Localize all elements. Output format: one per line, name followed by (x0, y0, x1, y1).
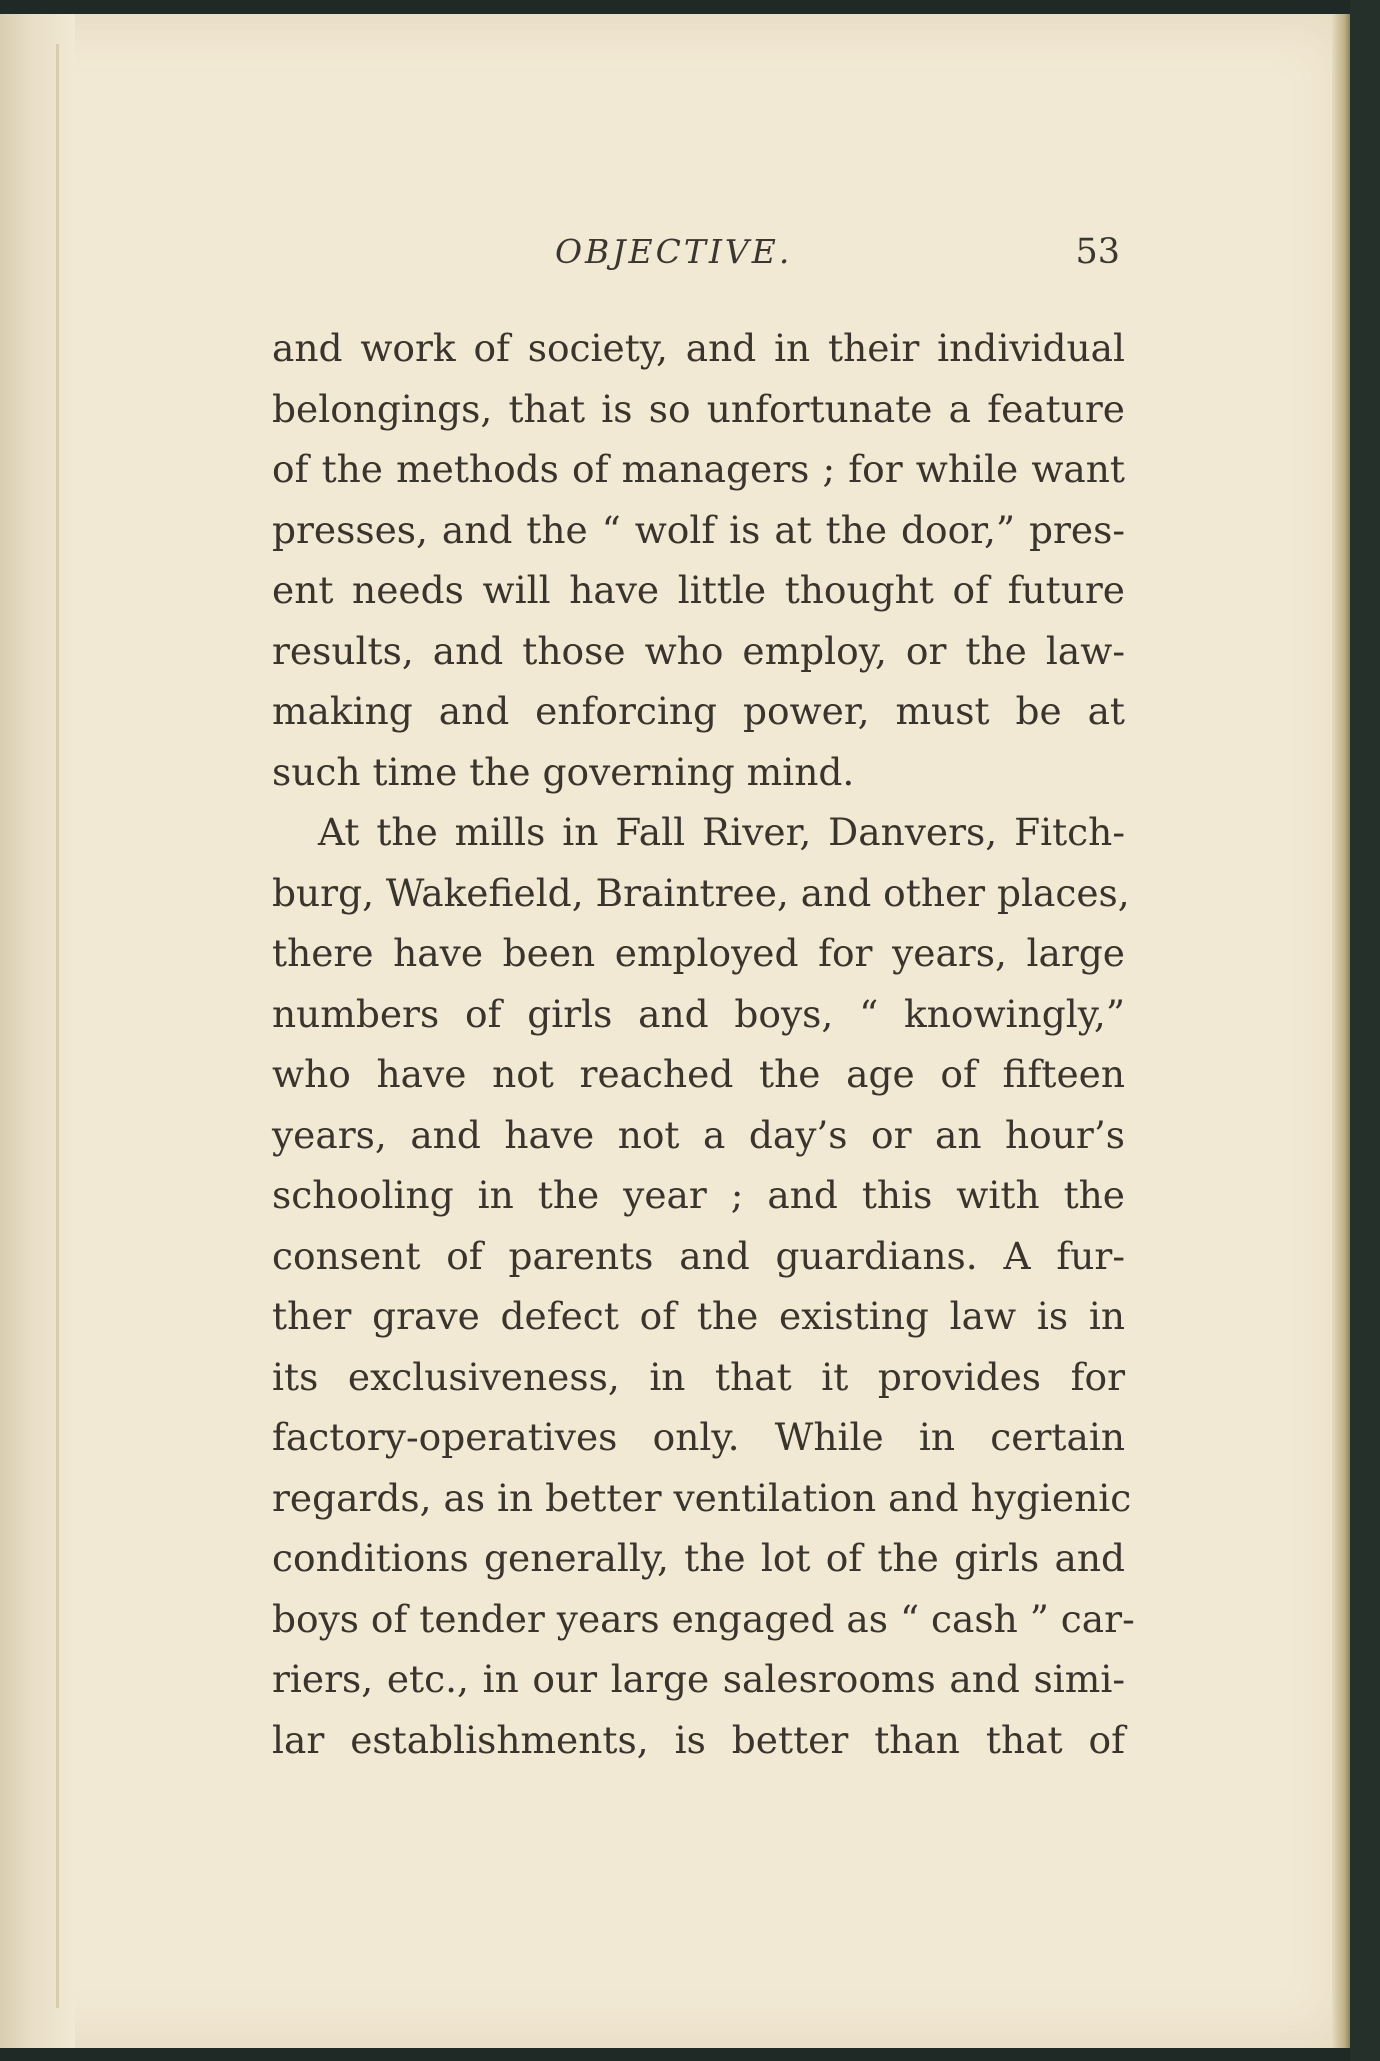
text-line: schooling in the year ; and this with the (272, 1173, 1125, 1217)
text-line: consent of parents and guardians. A fur- (272, 1233, 1125, 1278)
text-line: riers, etc., in our large salesrooms and simi- (272, 1657, 1125, 1701)
text-line: belongings, that is so unfortunate a feature (272, 386, 1125, 431)
book-cover-edge (1350, 0, 1380, 2061)
text-line: and work of society, and in their individual (272, 326, 1125, 370)
text-line: numbers of girls and boys, “ knowingly,” (272, 991, 1125, 1036)
text-line: ent needs will have little thought of future (272, 568, 1125, 612)
text-line: conditions generally, the lot of the girls and (272, 1536, 1125, 1580)
paragraph-2 (272, 802, 1135, 1770)
running-title: OBJECTIVE. (555, 232, 793, 271)
page-edge (1332, 14, 1350, 2048)
text-line: lar establishments, is better than that of (272, 1717, 1125, 1762)
page-number: 53 (1075, 232, 1120, 272)
text-line: its exclusiveness, in that it provides for (272, 1354, 1125, 1399)
text-line: presses, and the “ wolf is at the door,” pres- (272, 507, 1125, 552)
text-line: At the mills in Fall River, Danvers, Fitch- (318, 810, 1125, 854)
text-line: regards, as in better ventilation and hygienic (272, 1475, 1132, 1520)
text-line: there have been employed for years, large (272, 931, 1125, 975)
page-gutter (0, 14, 75, 2048)
text-line: results, and those who employ, or the law- (272, 628, 1125, 673)
text-line: such time the governing mind. (272, 749, 855, 794)
text-line: burg, Wakefield, Braintree, and other places, (272, 870, 1130, 915)
body-text (272, 318, 1135, 1770)
text-line: of the methods of managers ; for while want (272, 447, 1125, 491)
text-line: factory-operatives only. While in certain (272, 1415, 1125, 1459)
binding-line (56, 44, 59, 2008)
text-line: boys of tender years engaged as “ cash ” car- (272, 1596, 1135, 1641)
text-line: who have not reached the age of fifteen (272, 1052, 1125, 1096)
paragraph-1 (272, 318, 1125, 802)
text-line: making and enforcing power, must be at (272, 689, 1125, 733)
text-line: ther grave defect of the existing law is in (272, 1294, 1125, 1338)
page-header (270, 232, 1120, 282)
text-line: years, and have not a day’s or an hour’s (272, 1112, 1125, 1157)
